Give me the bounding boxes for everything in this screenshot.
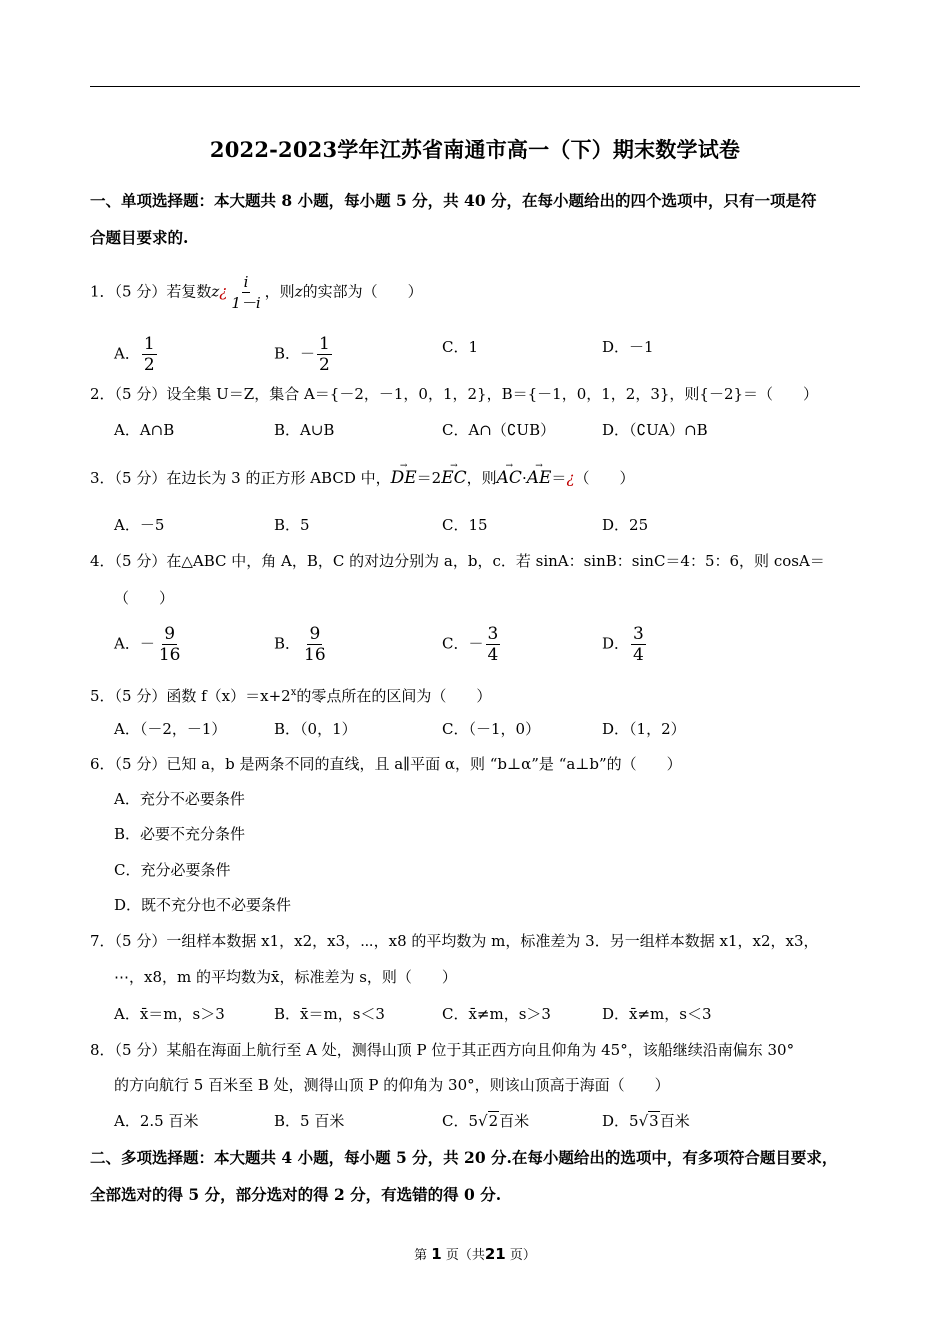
question-8: 8．（5 分）某船在海面上航行至 A 处，测得山顶 P 位于其正西方向且仰角为 45°，该船继续沿南偏东 30° (90, 1041, 795, 1059)
q7-option-d: D．x̄≠m，s＜3 (602, 1005, 712, 1023)
vector-ec: → EC (441, 466, 466, 490)
q8-option-c: C．5√2百米 (442, 1109, 529, 1133)
q1-option-c: C．1 (442, 338, 479, 356)
sqrt-symbol: √2 (478, 1112, 499, 1130)
q5-option-c: C．（－1，0） (442, 720, 541, 738)
q3-option-b: B．5 (274, 516, 310, 534)
question-7: 7．（5 分）一组样本数据 x1，x2，x3，⋯，x8 的平均数为 m，标准差为 3．另一组样本数据 x1，x2，x3， (90, 932, 819, 950)
q1-fraction: $\frac{i}{1-i}$ (231, 273, 261, 312)
q5-option-a: A．（－2，－1） (114, 720, 227, 738)
question-1: 1．（5 分）若复数z¿ $\frac{i}{1-i}$ ，则z的实部为（ ） (90, 273, 423, 312)
section2-heading-line2: 全部选对的得 5 分，部分选对的得 2 分，有选错的得 0 分. (90, 1185, 502, 1204)
q6-option-a: A．充分不必要条件 (114, 790, 245, 808)
vector-ae: → AE (527, 466, 552, 490)
section1-heading-line2: 合题目要求的. (90, 228, 189, 247)
q8-option-b: B．5 百米 (274, 1112, 345, 1130)
q6-option-d: D．既不充分也不必要条件 (114, 896, 292, 914)
q4-option-a: A．－ $\frac{9}{16}$ (114, 624, 181, 665)
q6-option-c: C．充分必要条件 (114, 861, 231, 879)
question-4: 4．（5 分）在△ABC 中，角 A，B，C 的对边分别为 a，b，c．若 sinA：sinB：sinC＝4：5：6，则 cosA＝ (90, 552, 825, 570)
q2-option-a: A．A∩B (114, 421, 175, 439)
section1-heading-line1: 一、单项选择题：本大题共 8 小题，每小题 5 分，共 40 分，在每小题给出的四个选项中，只有一项是符 (90, 191, 817, 210)
question-8-line2: 的方向航行 5 百米至 B 处，测得山顶 P 的仰角为 30°，则该山顶高于海面（ ） (114, 1076, 670, 1094)
vector-de: → DE (391, 466, 417, 490)
page-footer: 第 1 页（共21 页） (414, 1245, 536, 1263)
vector-ac: → AC (497, 466, 522, 490)
question-6: 6．（5 分）已知 a，b 是两条不同的直线，且 a∥平面 α，则 “b⊥α”是 “a⊥b”的（ ） (90, 755, 682, 773)
question-2: 2．（5 分）设全集 U＝Z，集合 A＝{－2，－1，0，1，2}，B＝{－1，0，1，2，3}，则{－2}＝（ ） (90, 385, 819, 403)
sqrt-symbol: √3 (638, 1112, 659, 1130)
q7-option-b: B．x̄＝m，s＜3 (274, 1005, 385, 1023)
q8-option-d: D．5√3百米 (602, 1109, 690, 1133)
q2-option-d: D．（∁UA）∩B (602, 421, 708, 439)
question-7-line2: ⋯，x8，m 的平均数为x̄，标准差为 s，则（ ） (114, 968, 457, 986)
q5-option-d: D．（1，2） (602, 720, 686, 738)
q3-option-a: A．－5 (114, 516, 165, 534)
q1-option-d: D．－1 (602, 338, 654, 356)
q7-option-c: C．x̄≠m，s＞3 (442, 1005, 551, 1023)
q7-option-a: A．x̄＝m，s＞3 (114, 1005, 225, 1023)
question-5: 5．（5 分）函数 $f(x)=x+2^x$的零点所在的区间为（ ） (90, 687, 492, 705)
header-rule (90, 86, 860, 87)
page-total: 21 (484, 1245, 506, 1263)
q4-option-c: C．－ $\frac{3}{4}$ (442, 624, 499, 665)
question-4-line2: （ ） (114, 589, 175, 607)
q6-option-b: B．必要不充分条件 (114, 825, 246, 843)
question-3: 3．（5 分）在边长为 3 的正方形 ABCD 中，→ DE＝2→ EC，则→ AC·→ AE＝¿（ ） (90, 466, 635, 490)
q4-option-d: D． $\frac{3}{4}$ (602, 624, 644, 665)
q4-option-b: B． $\frac{9}{16}$ (274, 624, 326, 665)
q3-option-d: D．25 (602, 516, 649, 534)
q3-option-c: C．15 (442, 516, 488, 534)
q5-option-b: B．（0，1） (274, 720, 357, 738)
q8-option-a: A．2.5 百米 (114, 1112, 199, 1130)
q1-option-a: A． $\frac{1}{2}$ (114, 334, 155, 375)
page-title: 2022-2023学年江苏省南通市高一（下）期末数学试卷 (209, 137, 741, 162)
q2-option-c: C．A∩（∁UB） (442, 421, 556, 439)
page-number: 1 (431, 1245, 442, 1263)
q1-option-b: B．－ $\frac{1}{2}$ (274, 334, 330, 375)
section2-heading-line1: 二、多项选择题：本大题共 4 小题，每小题 5 分，共 20 分.在每小题给出的选项中，有多项符合题目要求， (90, 1148, 838, 1167)
q2-option-b: B．A∪B (274, 421, 335, 439)
